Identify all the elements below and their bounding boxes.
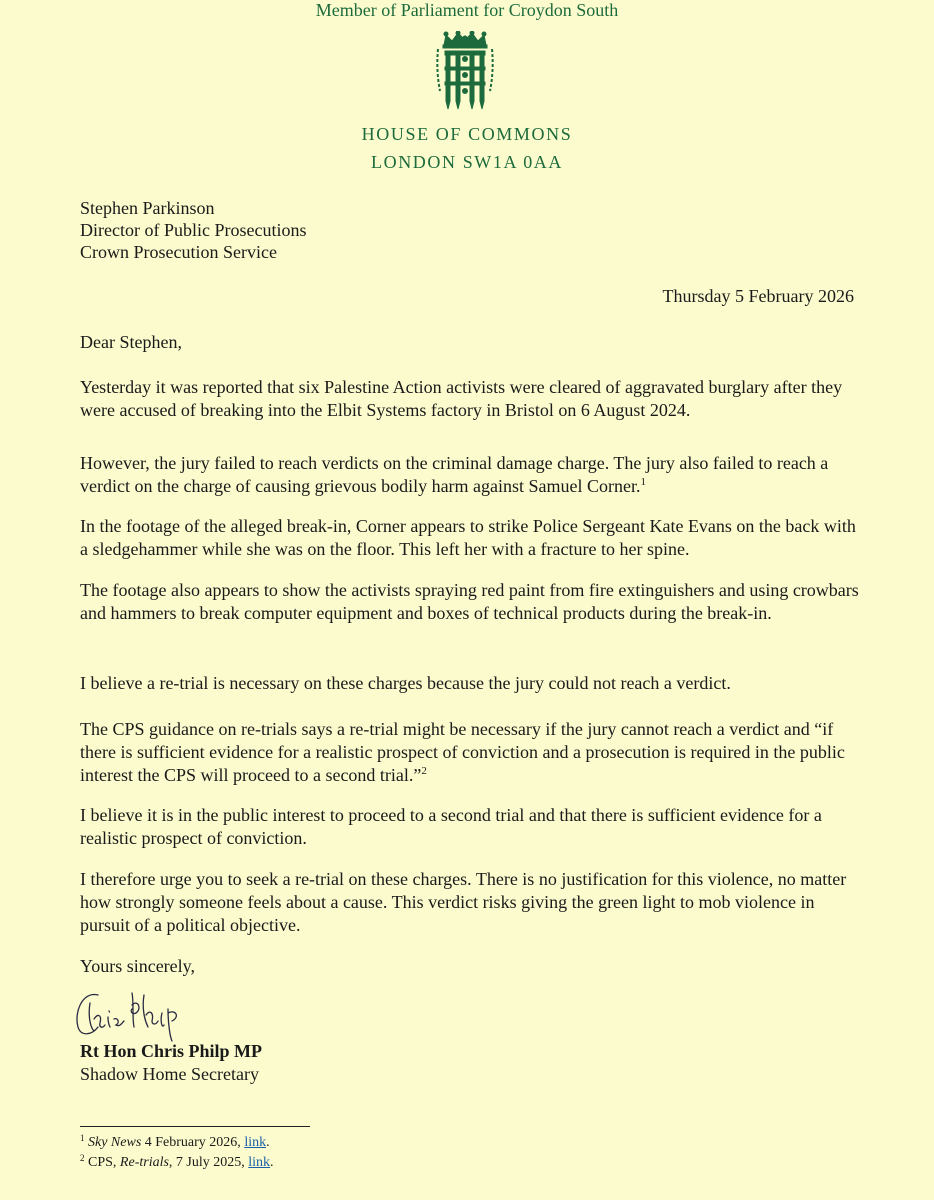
paragraph-2 bbox=[80, 452, 860, 498]
signer-name: Rt Hon Chris Philp MP bbox=[80, 1041, 263, 1061]
recipient-title: Director of Public Prosecutions bbox=[80, 220, 307, 240]
paragraph-4: The footage also appears to show the activists spraying red paint from fire extinguishers and using crowbars and hammers to break computer equipment and boxes of technical products during the break-in. bbox=[80, 580, 859, 623]
recipient-organisation: Crown Prosecution Service bbox=[80, 242, 277, 262]
footnote-2-title: Re-trials bbox=[119, 1155, 169, 1170]
footnote-2-source: CPS, bbox=[88, 1155, 120, 1170]
house-of-commons-heading: HOUSE OF COMMONS bbox=[361, 124, 573, 144]
footnote-ref-1[interactable]: 1 bbox=[640, 476, 647, 488]
footnote-1-link[interactable]: link bbox=[244, 1135, 267, 1150]
paragraph-6 bbox=[80, 718, 860, 787]
footnote-divider bbox=[80, 1126, 310, 1127]
footnote-2-number: 2 bbox=[80, 1153, 85, 1163]
salutation: Dear Stephen, bbox=[80, 332, 182, 352]
letterhead-address: LONDON SW1A 0AA bbox=[371, 152, 563, 172]
footnote-1-details: 4 February 2026, bbox=[141, 1135, 245, 1150]
recipient-name: Stephen Parkinson bbox=[80, 198, 215, 218]
footnote-2-link[interactable]: link bbox=[248, 1155, 271, 1170]
portcullis-icon bbox=[432, 31, 498, 111]
paragraph-1: Yesterday it was reported that six Palestine Action activists were cleared of aggravated burglary after they were accused of breaking into the Elbit Systems factory in Bristol on 6 August 2024. bbox=[80, 377, 843, 420]
footnote-2-details: , 7 July 2025, bbox=[168, 1155, 249, 1170]
paragraph-2-text: However, the jury failed to reach verdicts on the criminal damage charge. The jury also failed to reach a verdict on the charge of causing grievous bodily harm against Samuel Corner. bbox=[80, 453, 829, 496]
letter-date: Thursday 5 February 2026 bbox=[662, 286, 854, 306]
paragraph-8: I therefore urge you to seek a re-trial on these charges. There is no justification for this violence, no matter how strongly someone feels about a cause. This verdict risks giving the green light to mob violence in pursuit of a political objective. bbox=[80, 869, 847, 935]
footnote-1-source: Sky News bbox=[88, 1135, 142, 1150]
footnote-1 bbox=[80, 1135, 270, 1151]
footnote-1-number: 1 bbox=[80, 1133, 85, 1143]
paragraph-7: I believe it is in the public interest to proceed to a second trial and that there is sufficient evidence for a realistic prospect of conviction. bbox=[80, 805, 822, 848]
footnote-2 bbox=[80, 1155, 274, 1171]
paragraph-5: I believe a re-trial is necessary on these charges because the jury could not reach a verdict. bbox=[80, 673, 731, 693]
paragraph-6-text: The CPS guidance on re-trials says a re-trial might be necessary if the jury cannot reach a verdict and “if there is sufficient evidence for a realistic prospect of conviction and a prosecution is required in the public interest the CPS will proceed to a second trial.” bbox=[80, 719, 845, 785]
footnote-2-period: . bbox=[270, 1155, 274, 1170]
footnote-ref-2[interactable]: 2 bbox=[421, 765, 427, 777]
closing: Yours sincerely, bbox=[80, 956, 195, 976]
mp-constituency-line: Member of Parliament for Croydon South bbox=[315, 0, 619, 20]
signature-image bbox=[72, 983, 192, 1043]
signer-title: Shadow Home Secretary bbox=[80, 1064, 259, 1084]
paragraph-3: In the footage of the alleged break-in, Corner appears to strike Police Sergeant Kate Evans on the back with a sledgehammer while she was on the floor. This left her with a fracture to her spine. bbox=[80, 516, 856, 559]
footnote-1-period: . bbox=[266, 1135, 270, 1150]
